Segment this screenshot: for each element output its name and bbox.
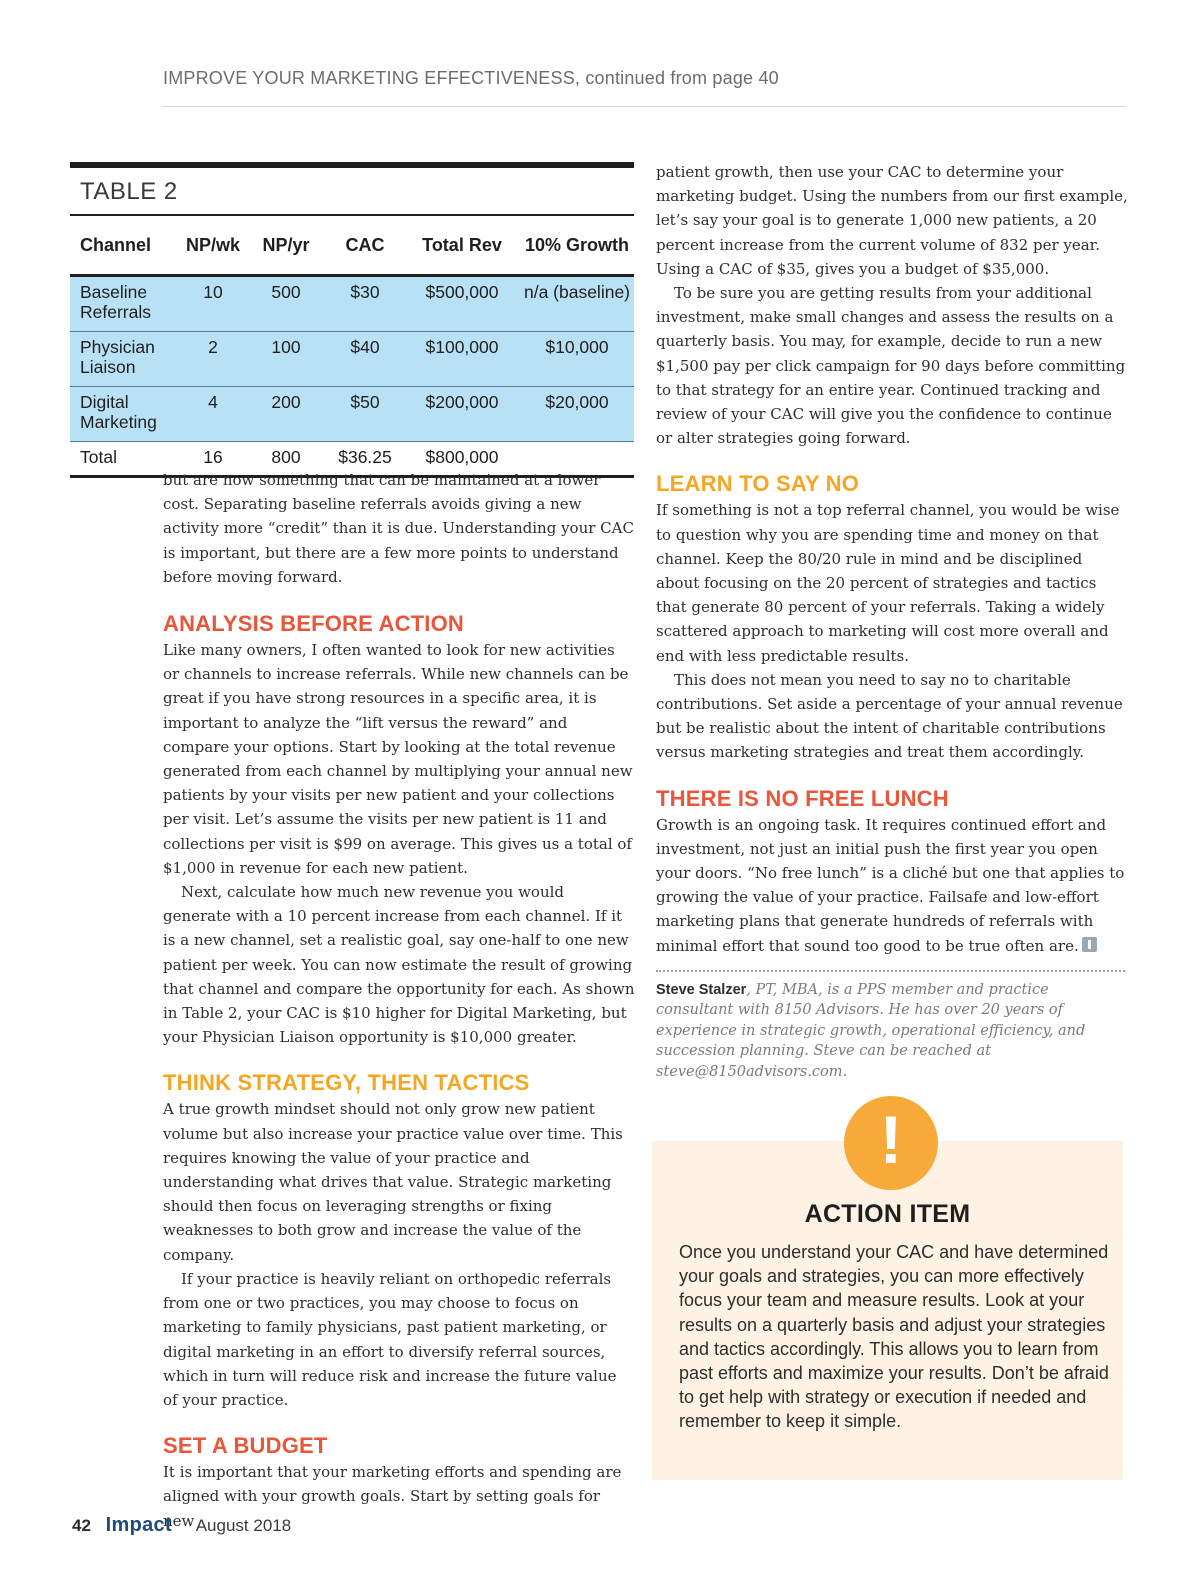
header-cac: CAC [326,216,404,276]
header-total-rev: Total Rev [404,216,520,276]
cell-cac: $50 [326,387,404,442]
paragraph: but are now something that can be maintained at a lower cost. Separating baseline referrals avoids giving a new activity more “credit” than it is due. Understanding your CAC is important, but there are a few more points to understand before moving forward. [163,471,634,586]
cell-np-yr: 100 [246,332,326,387]
article-end-icon [1082,937,1097,952]
cell-cac: $36.25 [326,442,404,477]
paragraph: If your practice is heavily reliant on orthopedic referrals from one or two practices, you may choose to focus on marketing to family physicians, past patient marketing, or digital marketing in an effort to diversify referral sources, which in turn will reduce risk and increase the future value of your practice. [163,1269,617,1409]
cell-growth: $10,000 [520,332,634,387]
paragraph: This does not mean you need to say no to charitable contributions. Set aside a percentage of your annual revenue but be realistic about the intent of charitable contributions versus marketing strategies and treat them accordingly. [656,670,1123,762]
cell-np-wk: 2 [180,332,246,387]
table-row [70,332,634,387]
cell-growth: n/a (baseline) [520,276,634,332]
cell-np-wk: 16 [180,442,246,477]
paragraph-final [656,813,1128,958]
table-2 [70,162,634,478]
header-divider [163,106,1125,107]
cell-channel: Digital Marketing [70,387,180,442]
cell-channel: Baseline Referrals [70,276,180,332]
table-row [70,276,634,332]
heading-no-free-lunch: THERE IS NO FREE LUNCH [656,785,949,811]
page-footer [72,1514,291,1537]
action-item-title: ACTION ITEM [804,1200,971,1228]
data-table [70,216,634,478]
header-np-yr: NP/yr [246,216,326,276]
author-bio [656,980,1086,1082]
left-column [163,468,635,1533]
paragraph-text: Growth is an ongoing task. It requires continued effort and investment, not just an initial push the first year you open your doors. “No free lunch” is a cliché but one that applies to growing the value of your practice. Failsafe and low-effort marketing plans that generate hundreds of referrals with minimal effort that sound too good to be true often are. [656,815,1125,955]
cell-total-rev: $200,000 [404,387,520,442]
right-column [656,160,1128,958]
author-bio-text: , PT, MBA, is a PPS member and practice consultant with 8150 Advisors. He has over 20 years of experience in strategic growth, operational efficiency, and succession planning. Steve can be reached at steve@8150advisors.com. [656,982,1086,1080]
paragraph: Next, calculate how much new revenue you would generate with a 10 percent increase from each channel. If it is a new channel, set a realistic goal, say one-half to one new patient per week. You can now estimate the result of growing that channel and compare the opportunity for each. As shown in Table 2, your CAC is $10 higher for Digital Marketing, but your Physician Liaison opportunity is $10,000 greater. [163,883,635,1047]
heading-think-strategy: THINK STRATEGY, THEN TACTICS [163,1070,530,1096]
cell-total-rev: $500,000 [404,276,520,332]
cell-channel: Physician Liaison [70,332,180,387]
heading-set-a-budget: SET A BUDGET [163,1433,328,1459]
paragraph: It is important that your marketing efforts and spending are aligned with your growth goals. Start by setting goals for new [163,1463,622,1530]
exclamation-icon [844,1096,938,1190]
page-number: 42 [72,1516,91,1535]
cell-np-wk: 10 [180,276,246,332]
cell-np-yr: 800 [246,442,326,477]
cell-np-yr: 500 [246,276,326,332]
running-head: IMPROVE YOUR MARKETING EFFECTIVENESS, continued from page 40 [163,68,779,88]
bio-divider [656,970,1125,972]
cell-cac: $30 [326,276,404,332]
heading-learn-to-say-no: LEARN TO SAY NO [656,471,860,497]
paragraph: A true growth mindset should not only grow new patient volume but also increase your practice value over time. This requires knowing the value of your practice and understanding what drives that value. Strategic marketing should then focus on leveraging strengths or fixing weaknesses to both grow and increase the value of the company. [163,1100,623,1264]
paragraph: patient growth, then use your CAC to determine your marketing budget. Using the numbers from our first example, let’s say your goal is to generate 1,000 new patients, a 20 percent increase from the current volume of 832 per year. Using a CAC of $35, gives you a budget of $35,000. [656,163,1128,278]
paragraph: To be sure you are getting results from your additional investment, make small changes and assess the results on a quarterly basis. You may, for example, decide to run a new $1,500 pay per click campaign for 90 days before committing to that strategy for an entire year. Continued tracking and review of your CAC will give you the confidence to continue or alter strategies going forward. [656,284,1126,448]
header-channel: Channel [70,216,180,276]
header-np-wk: NP/wk [180,216,246,276]
table-title: TABLE 2 [80,178,178,205]
table-row [70,387,634,442]
cell-growth: $20,000 [520,387,634,442]
cell-total-rev: $100,000 [404,332,520,387]
issue-date: August 2018 [195,1516,292,1535]
cell-cac: $40 [326,332,404,387]
cell-total-rev: $800,000 [404,442,520,477]
magazine-logo: Impact [105,1514,172,1536]
action-item-text: Once you understand your CAC and have determined your goals and strategies, you can more effectively focus your team and measure results. Look at your results on a quarterly basis and adjust your strategies and tactics accordingly. This allows you to learn from past efforts and maximize your results. Don’t be afraid to get help with strategy or execution if needed and remember to keep it simple. [679,1242,1109,1432]
cell-channel: Total [70,442,180,477]
table-header-row [70,216,634,276]
paragraph: Like many owners, I often wanted to look for new activities or channels to increase referrals. While new channels can be great if you have strong resources in a specific area, it is important to analyze the “lift versus the reward” and compare your options. Start by looking at the total revenue generated from each channel by multiplying your annual new patients by your visits per new patient and your collections per visit. Let’s assume the visits per new patient is 11 and collections per visit is $99 on average. This gives us a total of $1,000 in revenue for each new patient. [163,641,633,877]
heading-analysis-before-action: ANALYSIS BEFORE ACTION [163,611,465,637]
header-growth: 10% Growth [520,216,634,276]
paragraph: If something is not a top referral channel, you would be wise to question why you are spending time and money on that channel. Keep the 80/20 rule in mind and be disciplined about focusing on the 20 percent of strategies and tactics that generate 80 percent of your referrals. Taking a widely scattered approach to marketing will cost more overall and end with less predictable results. [656,501,1120,665]
exclamation-glyph: ! [879,1102,903,1178]
cell-np-wk: 4 [180,387,246,442]
cell-np-yr: 200 [246,387,326,442]
author-name: Steve Stalzer [656,982,747,998]
